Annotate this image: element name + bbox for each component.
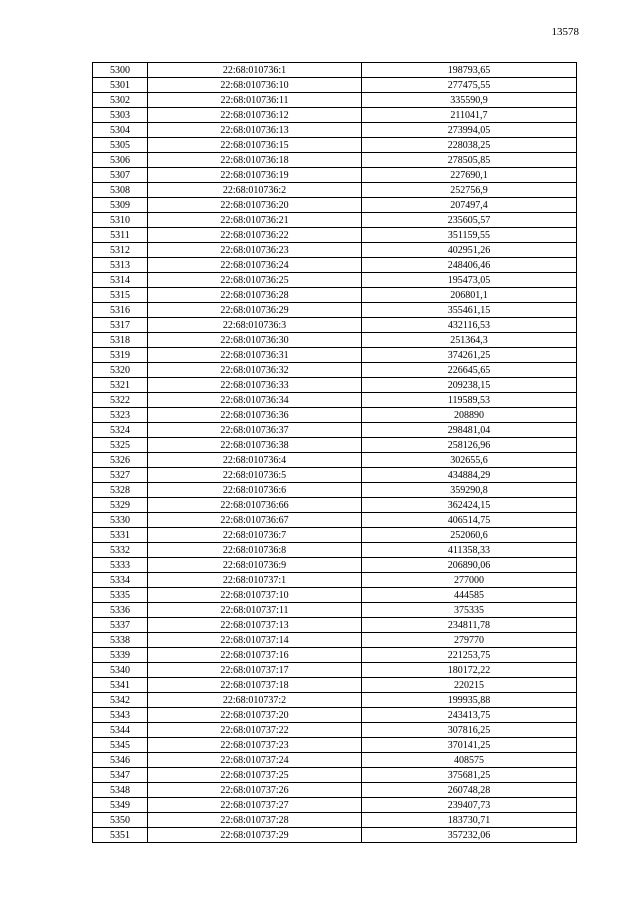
table-row: [93, 558, 577, 573]
row-number-cell: 5300: [93, 63, 148, 78]
row-number-cell: 5334: [93, 573, 148, 588]
row-number-cell: 5312: [93, 243, 148, 258]
table-row: [93, 483, 577, 498]
row-number-cell: 5342: [93, 693, 148, 708]
cadastral-number-cell: 22:68:010736:2: [148, 183, 362, 198]
value-cell: 183730,71: [362, 813, 577, 828]
value-cell: 411358,33: [362, 543, 577, 558]
cadastral-number-cell: 22:68:010736:18: [148, 153, 362, 168]
cadastral-number-cell: 22:68:010736:7: [148, 528, 362, 543]
cadastral-number-cell: 22:68:010736:66: [148, 498, 362, 513]
value-cell: 335590,9: [362, 93, 577, 108]
cadastral-number-cell: 22:68:010736:31: [148, 348, 362, 363]
value-cell: 307816,25: [362, 723, 577, 738]
value-cell: 277000: [362, 573, 577, 588]
value-cell: 228038,25: [362, 138, 577, 153]
value-cell: 273994,05: [362, 123, 577, 138]
row-number-cell: 5317: [93, 318, 148, 333]
value-cell: 375681,25: [362, 768, 577, 783]
row-number-cell: 5337: [93, 618, 148, 633]
table-row: [93, 708, 577, 723]
cadastral-number-cell: 22:68:010737:22: [148, 723, 362, 738]
cadastral-number-cell: 22:68:010737:1: [148, 573, 362, 588]
cadastral-number-cell: 22:68:010736:3: [148, 318, 362, 333]
row-number-cell: 5349: [93, 798, 148, 813]
row-number-cell: 5301: [93, 78, 148, 93]
cadastral-number-cell: 22:68:010737:18: [148, 678, 362, 693]
table-row: [93, 153, 577, 168]
value-cell: 239407,73: [362, 798, 577, 813]
row-number-cell: 5320: [93, 363, 148, 378]
row-number-cell: 5325: [93, 438, 148, 453]
row-number-cell: 5313: [93, 258, 148, 273]
value-cell: 351159,55: [362, 228, 577, 243]
table-row: [93, 828, 577, 843]
row-number-cell: 5331: [93, 528, 148, 543]
row-number-cell: 5315: [93, 288, 148, 303]
row-number-cell: 5328: [93, 483, 148, 498]
row-number-cell: 5335: [93, 588, 148, 603]
table-row: [93, 303, 577, 318]
row-number-cell: 5345: [93, 738, 148, 753]
value-cell: 357232,06: [362, 828, 577, 843]
cadastral-value-table: [92, 62, 577, 843]
cadastral-number-cell: 22:68:010737:26: [148, 783, 362, 798]
row-number-cell: 5309: [93, 198, 148, 213]
cadastral-number-cell: 22:68:010736:20: [148, 198, 362, 213]
value-cell: 370141,25: [362, 738, 577, 753]
table-row: [93, 678, 577, 693]
table-row: [93, 168, 577, 183]
row-number-cell: 5336: [93, 603, 148, 618]
value-cell: 207497,4: [362, 198, 577, 213]
value-cell: 227690,1: [362, 168, 577, 183]
row-number-cell: 5306: [93, 153, 148, 168]
cadastral-number-cell: 22:68:010736:32: [148, 363, 362, 378]
row-number-cell: 5350: [93, 813, 148, 828]
cadastral-number-cell: 22:68:010736:67: [148, 513, 362, 528]
cadastral-number-cell: 22:68:010737:13: [148, 618, 362, 633]
cadastral-number-cell: 22:68:010736:5: [148, 468, 362, 483]
cadastral-number-cell: 22:68:010736:12: [148, 108, 362, 123]
row-number-cell: 5302: [93, 93, 148, 108]
cadastral-number-cell: 22:68:010736:22: [148, 228, 362, 243]
table-row: [93, 123, 577, 138]
table-row: [93, 768, 577, 783]
table-row: [93, 288, 577, 303]
table-row: [93, 348, 577, 363]
value-cell: 355461,15: [362, 303, 577, 318]
table-row: [93, 333, 577, 348]
value-cell: 362424,15: [362, 498, 577, 513]
table-row: [93, 648, 577, 663]
table-row: [93, 528, 577, 543]
row-number-cell: 5326: [93, 453, 148, 468]
value-cell: 180172,22: [362, 663, 577, 678]
cadastral-number-cell: 22:68:010736:15: [148, 138, 362, 153]
row-number-cell: 5340: [93, 663, 148, 678]
value-cell: 278505,85: [362, 153, 577, 168]
value-cell: 359290,8: [362, 483, 577, 498]
table-row: [93, 633, 577, 648]
cadastral-number-cell: 22:68:010736:13: [148, 123, 362, 138]
value-cell: 119589,53: [362, 393, 577, 408]
cadastral-number-cell: 22:68:010737:27: [148, 798, 362, 813]
table-row: [93, 408, 577, 423]
cadastral-number-cell: 22:68:010737:23: [148, 738, 362, 753]
cadastral-number-cell: 22:68:010737:16: [148, 648, 362, 663]
value-cell: 251364,3: [362, 333, 577, 348]
cadastral-number-cell: 22:68:010736:21: [148, 213, 362, 228]
value-cell: 302655,6: [362, 453, 577, 468]
row-number-cell: 5323: [93, 408, 148, 423]
value-cell: 221253,75: [362, 648, 577, 663]
value-cell: 199935,88: [362, 693, 577, 708]
row-number-cell: 5322: [93, 393, 148, 408]
value-cell: 402951,26: [362, 243, 577, 258]
cadastral-number-cell: 22:68:010737:29: [148, 828, 362, 843]
value-cell: 234811,78: [362, 618, 577, 633]
value-cell: 444585: [362, 588, 577, 603]
table-row: [93, 378, 577, 393]
row-number-cell: 5346: [93, 753, 148, 768]
cadastral-number-cell: 22:68:010736:33: [148, 378, 362, 393]
cadastral-number-cell: 22:68:010737:28: [148, 813, 362, 828]
row-number-cell: 5305: [93, 138, 148, 153]
cadastral-number-cell: 22:68:010736:29: [148, 303, 362, 318]
row-number-cell: 5332: [93, 543, 148, 558]
table-row: [93, 228, 577, 243]
value-cell: 198793,65: [362, 63, 577, 78]
cadastral-number-cell: 22:68:010737:2: [148, 693, 362, 708]
table-row: [93, 543, 577, 558]
table-row: [93, 108, 577, 123]
row-number-cell: 5311: [93, 228, 148, 243]
row-number-cell: 5330: [93, 513, 148, 528]
table-row: [93, 213, 577, 228]
table-row: [93, 363, 577, 378]
row-number-cell: 5308: [93, 183, 148, 198]
row-number-cell: 5341: [93, 678, 148, 693]
row-number-cell: 5343: [93, 708, 148, 723]
table-row: [93, 588, 577, 603]
cadastral-number-cell: 22:68:010737:14: [148, 633, 362, 648]
table-row: [93, 798, 577, 813]
cadastral-number-cell: 22:68:010737:17: [148, 663, 362, 678]
row-number-cell: 5319: [93, 348, 148, 363]
table-row: [93, 513, 577, 528]
value-cell: 406514,75: [362, 513, 577, 528]
value-cell: 277475,55: [362, 78, 577, 93]
table-row: [93, 438, 577, 453]
row-number-cell: 5318: [93, 333, 148, 348]
value-cell: 248406,46: [362, 258, 577, 273]
row-number-cell: 5303: [93, 108, 148, 123]
cadastral-number-cell: 22:68:010737:20: [148, 708, 362, 723]
table-row: [93, 603, 577, 618]
row-number-cell: 5314: [93, 273, 148, 288]
cadastral-number-cell: 22:68:010737:24: [148, 753, 362, 768]
value-cell: 279770: [362, 633, 577, 648]
table-row: [93, 813, 577, 828]
cadastral-number-cell: 22:68:010737:11: [148, 603, 362, 618]
table-row: [93, 738, 577, 753]
row-number-cell: 5304: [93, 123, 148, 138]
row-number-cell: 5339: [93, 648, 148, 663]
table-row: [93, 753, 577, 768]
row-number-cell: 5324: [93, 423, 148, 438]
cadastral-number-cell: 22:68:010736:1: [148, 63, 362, 78]
cadastral-number-cell: 22:68:010736:30: [148, 333, 362, 348]
table-row: [93, 453, 577, 468]
value-cell: 211041,7: [362, 108, 577, 123]
cadastral-number-cell: 22:68:010736:4: [148, 453, 362, 468]
row-number-cell: 5338: [93, 633, 148, 648]
cadastral-number-cell: 22:68:010736:25: [148, 273, 362, 288]
cadastral-number-cell: 22:68:010736:23: [148, 243, 362, 258]
value-cell: 258126,96: [362, 438, 577, 453]
cadastral-number-cell: 22:68:010737:10: [148, 588, 362, 603]
cadastral-number-cell: 22:68:010736:28: [148, 288, 362, 303]
value-cell: 432116,53: [362, 318, 577, 333]
table-row: [93, 693, 577, 708]
table-row: [93, 498, 577, 513]
value-cell: 220215: [362, 678, 577, 693]
cadastral-number-cell: 22:68:010736:9: [148, 558, 362, 573]
table-row: [93, 63, 577, 78]
table-row: [93, 783, 577, 798]
table-row: [93, 258, 577, 273]
cadastral-number-cell: 22:68:010736:34: [148, 393, 362, 408]
value-cell: 374261,25: [362, 348, 577, 363]
row-number-cell: 5321: [93, 378, 148, 393]
row-number-cell: 5348: [93, 783, 148, 798]
table-row: [93, 198, 577, 213]
table-row: [93, 423, 577, 438]
cadastral-number-cell: 22:68:010736:8: [148, 543, 362, 558]
value-cell: 252060,6: [362, 528, 577, 543]
table-row: [93, 138, 577, 153]
cadastral-number-cell: 22:68:010736:19: [148, 168, 362, 183]
row-number-cell: 5327: [93, 468, 148, 483]
value-cell: 252756,9: [362, 183, 577, 198]
cadastral-number-cell: 22:68:010736:10: [148, 78, 362, 93]
table-row: [93, 618, 577, 633]
value-cell: 226645,65: [362, 363, 577, 378]
row-number-cell: 5329: [93, 498, 148, 513]
table-row: [93, 183, 577, 198]
table-row: [93, 723, 577, 738]
table-row: [93, 78, 577, 93]
cadastral-number-cell: 22:68:010736:6: [148, 483, 362, 498]
cadastral-number-cell: 22:68:010736:11: [148, 93, 362, 108]
value-cell: 235605,57: [362, 213, 577, 228]
table-row: [93, 663, 577, 678]
value-cell: 206801,1: [362, 288, 577, 303]
page-number: 13578: [551, 26, 579, 38]
table-row: [93, 573, 577, 588]
value-cell: 408575: [362, 753, 577, 768]
table-row: [93, 393, 577, 408]
row-number-cell: 5351: [93, 828, 148, 843]
value-cell: 209238,15: [362, 378, 577, 393]
table-row: [93, 318, 577, 333]
row-number-cell: 5344: [93, 723, 148, 738]
table-body: [93, 63, 577, 843]
table-row: [93, 243, 577, 258]
cadastral-number-cell: 22:68:010737:25: [148, 768, 362, 783]
cadastral-number-cell: 22:68:010736:37: [148, 423, 362, 438]
table-row: [93, 93, 577, 108]
value-cell: 195473,05: [362, 273, 577, 288]
row-number-cell: 5307: [93, 168, 148, 183]
value-cell: 260748,28: [362, 783, 577, 798]
table-row: [93, 468, 577, 483]
cadastral-number-cell: 22:68:010736:36: [148, 408, 362, 423]
value-cell: 298481,04: [362, 423, 577, 438]
value-cell: 434884,29: [362, 468, 577, 483]
row-number-cell: 5333: [93, 558, 148, 573]
value-cell: 208890: [362, 408, 577, 423]
row-number-cell: 5310: [93, 213, 148, 228]
row-number-cell: 5347: [93, 768, 148, 783]
row-number-cell: 5316: [93, 303, 148, 318]
value-cell: 243413,75: [362, 708, 577, 723]
value-cell: 375335: [362, 603, 577, 618]
table-row: [93, 273, 577, 288]
cadastral-number-cell: 22:68:010736:24: [148, 258, 362, 273]
value-cell: 206890,06: [362, 558, 577, 573]
cadastral-number-cell: 22:68:010736:38: [148, 438, 362, 453]
